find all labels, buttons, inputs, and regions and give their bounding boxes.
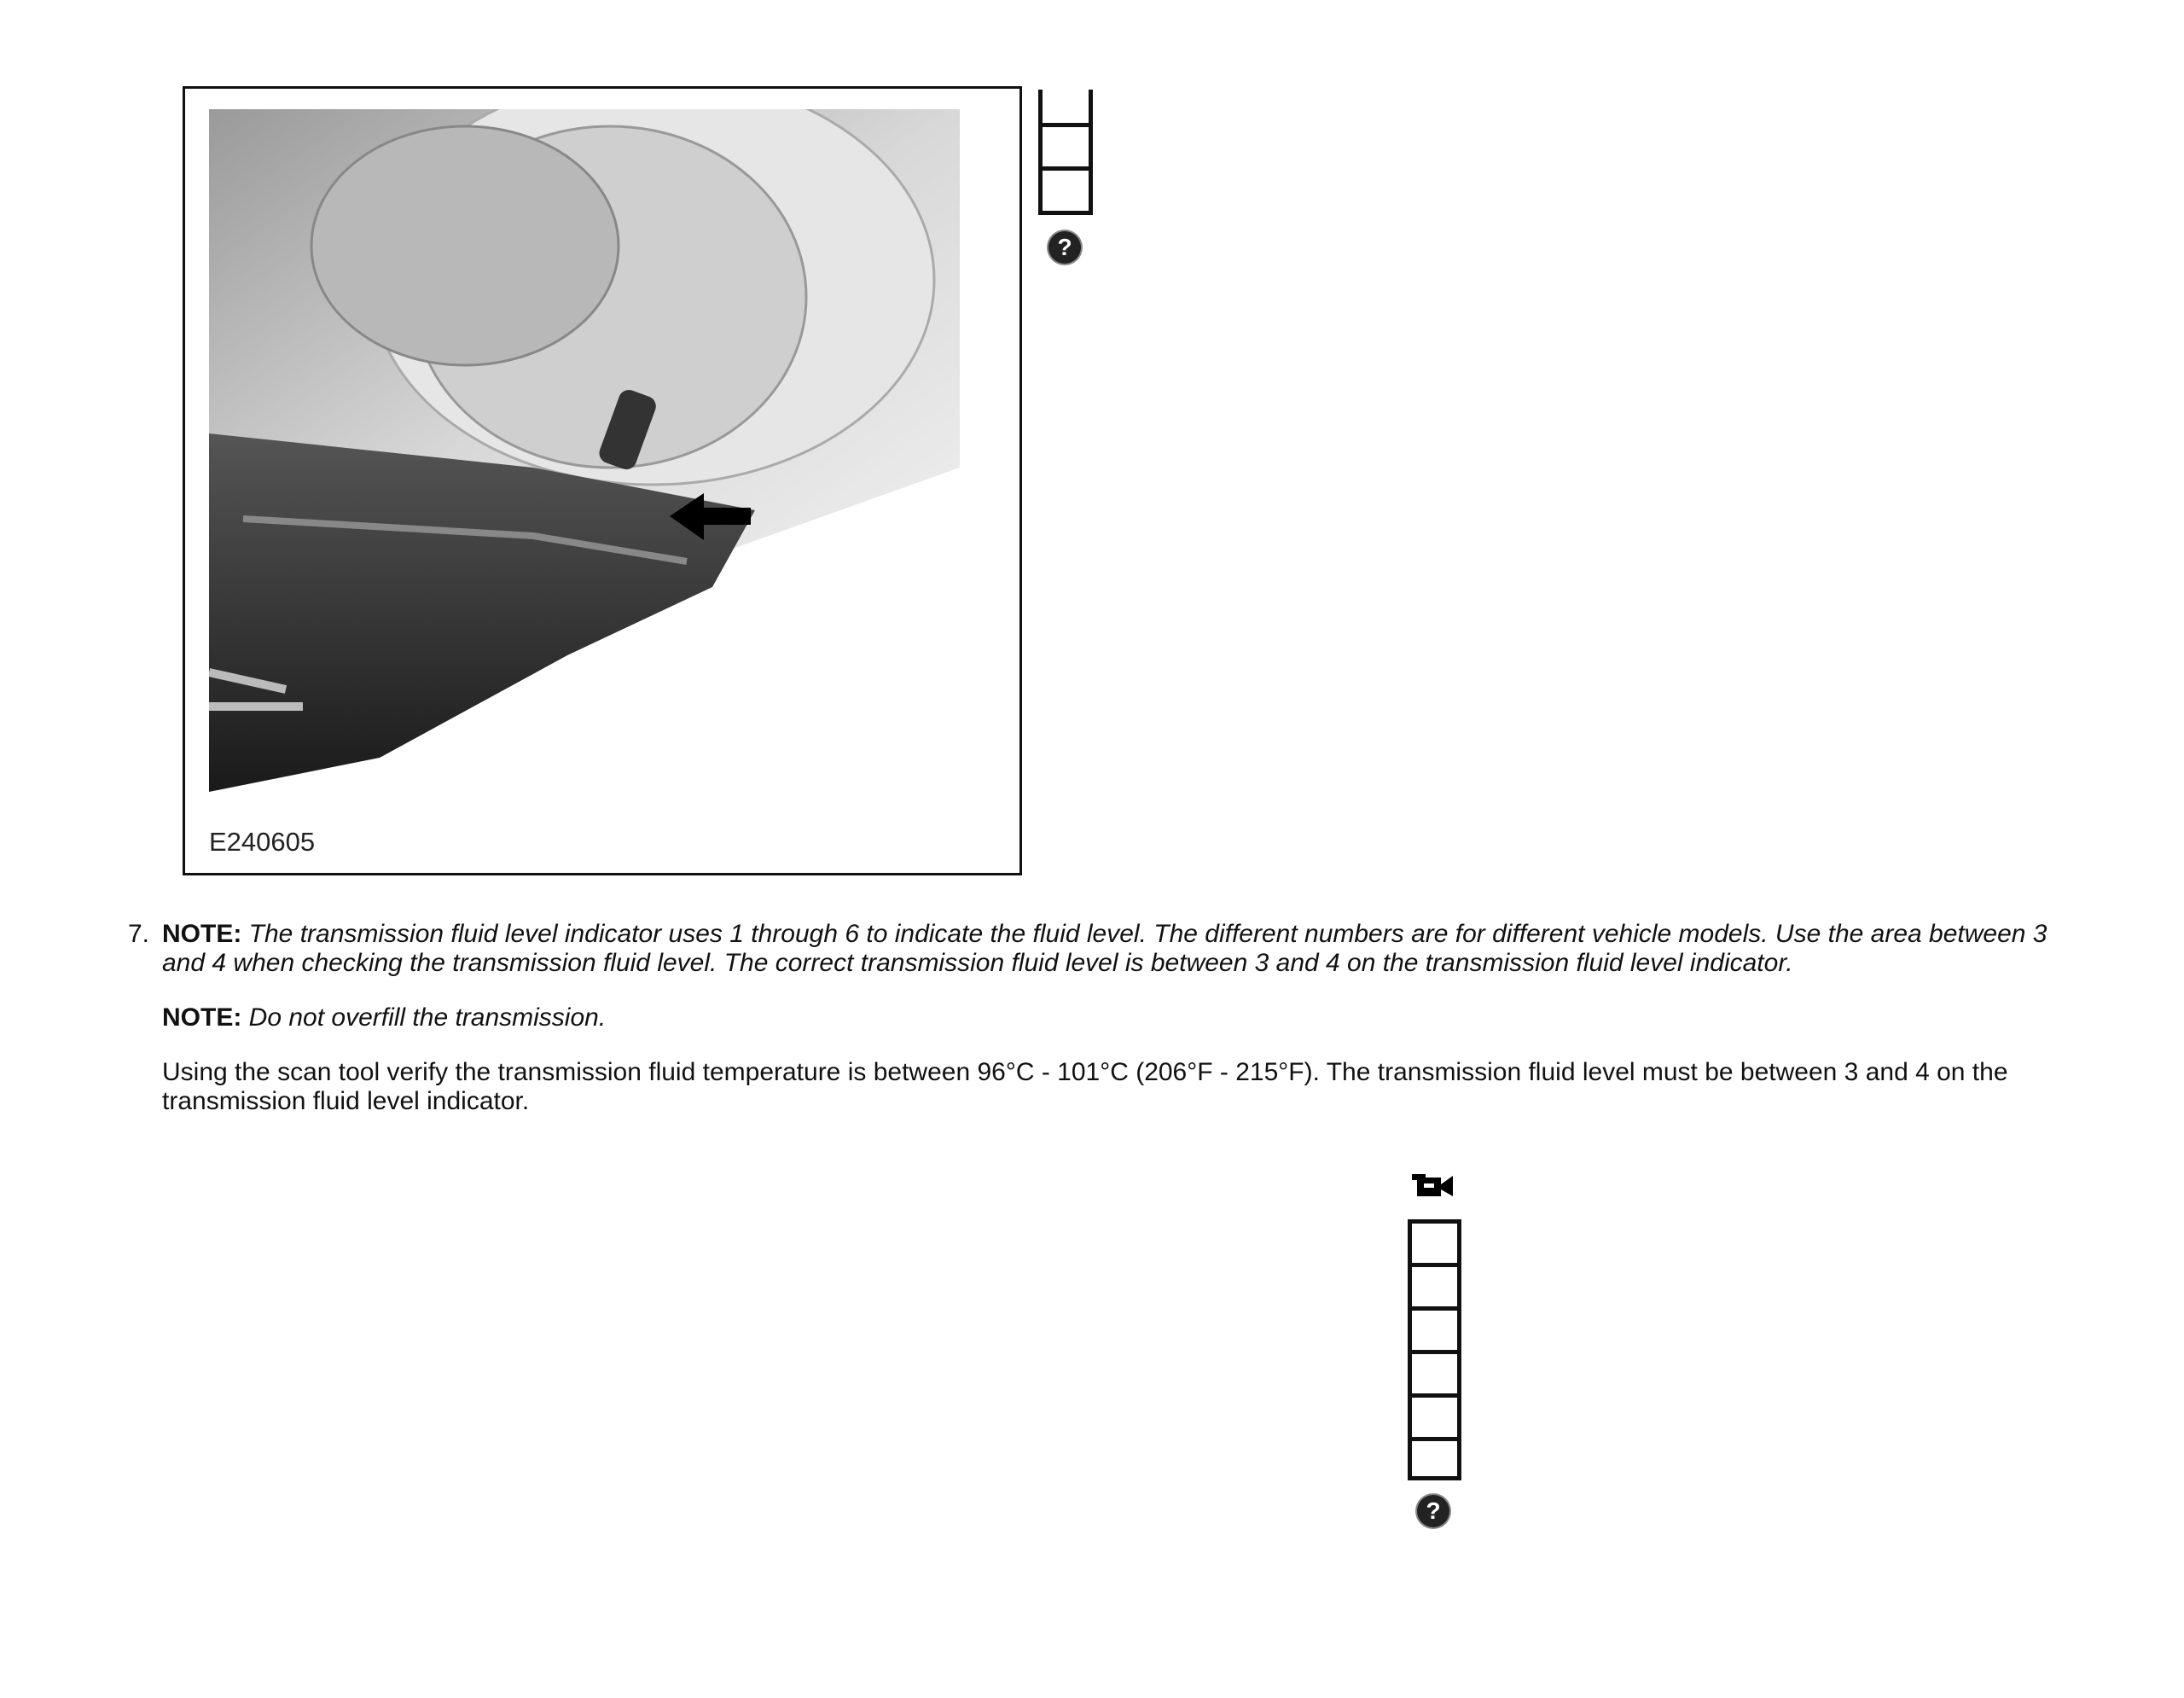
video-camera-icon[interactable] xyxy=(1412,1174,1455,1198)
checkbox[interactable] xyxy=(1412,1354,1457,1398)
checkbox-column-top xyxy=(1038,90,1093,215)
procedure-step xyxy=(128,920,2090,1142)
transmission-illustration xyxy=(209,109,1002,826)
note-1-text: The transmission fluid level indicator uses 1 through 6 to indicate the fluid level. The different numbers are for different vehicle models. Use the area between 3 and 4 when checking the transmission fluid level. The correct transmission fluid level is between 3 and 4 on the transmission fluid level indicator. xyxy=(162,920,2048,977)
note-2: NOTE: Do not overfill the transmission. xyxy=(162,1003,607,1032)
checkbox[interactable] xyxy=(1043,90,1089,127)
checkbox[interactable] xyxy=(1412,1311,1457,1354)
checkbox[interactable] xyxy=(1412,1441,1457,1476)
step-number: 7. xyxy=(128,920,150,948)
figure-label: E240605 xyxy=(209,827,316,857)
checkbox[interactable] xyxy=(1412,1224,1457,1267)
illustration-figure xyxy=(183,86,1022,875)
checkbox[interactable] xyxy=(1043,127,1089,171)
checkbox-column-bottom xyxy=(1408,1219,1461,1480)
checkbox[interactable] xyxy=(1412,1267,1457,1311)
checkbox[interactable] xyxy=(1043,171,1089,206)
note-1: NOTE: The transmission fluid level indicator uses 1 through 6 to indicate the fluid level. The different numbers are for different vehicle models. Use the area between 3 and 4 when checking the transmission fluid level. The correct transmission fluid level is between 3 and 4 on the transmission fluid level indicator. xyxy=(162,920,2048,977)
instruction-text: Using the scan tool verify the transmission fluid temperature is between 96°C - 101°C (206°F - 215°F). The transmission fluid level must be between 3 and 4 on the transmission fluid level indicator. xyxy=(162,1058,2008,1115)
checkbox[interactable] xyxy=(1412,1398,1457,1441)
help-icon[interactable]: ? xyxy=(1417,1495,1449,1527)
help-icon[interactable]: ? xyxy=(1048,231,1081,264)
note-2-text: Do not overfill the transmission. xyxy=(248,1003,607,1032)
